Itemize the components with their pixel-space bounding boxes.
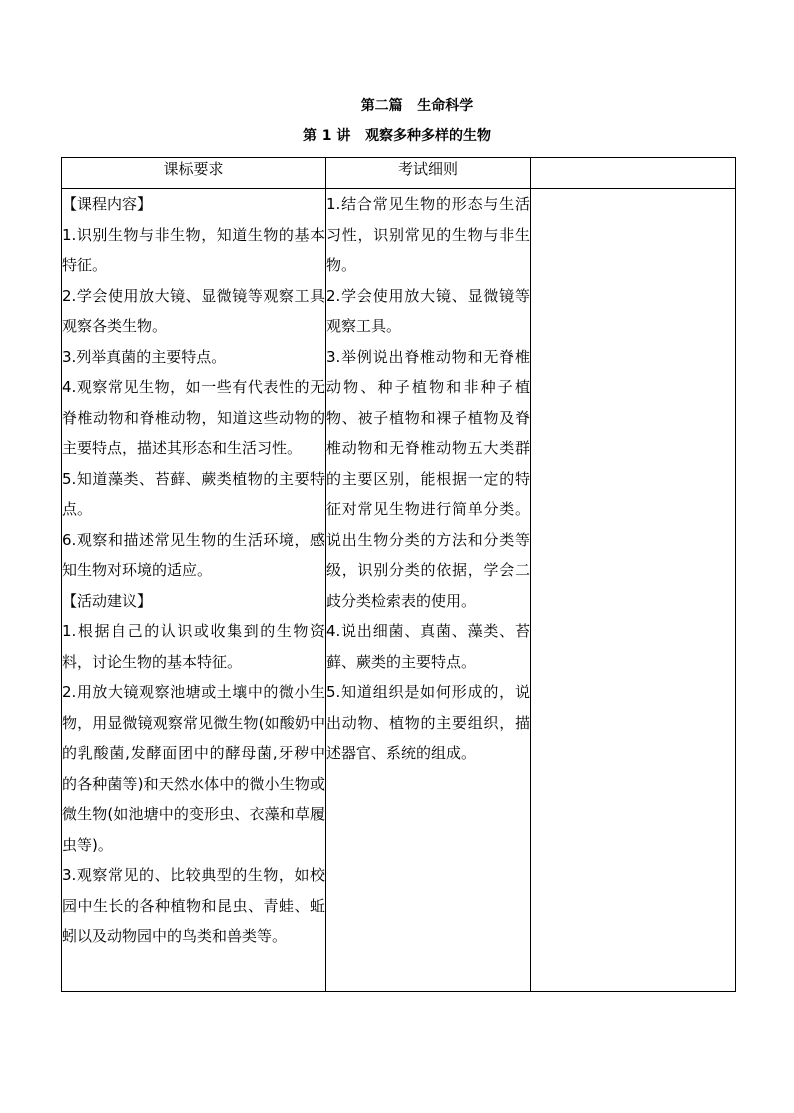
header-curriculum-requirements: 课标要求 (62, 158, 326, 189)
exam-item: 3.举例说出脊椎动物和无脊椎动物、种子植物和非种子植物、被子植物和裸子植物及脊椎动物和无脊椎动物五大类群的主要区别，能根据一定的特征对常见生物进行简单分类。说出生物分类的方法和分类等级，识别分类的依据，学会二歧分类检索表的使用。 (326, 347, 530, 610)
exam-item: 5.知道组织是如何形成的，说出动物、植物的主要组织，描述器官、系统的组成。 (326, 683, 530, 762)
exam-details-cell (326, 189, 531, 992)
header-exam-details: 考试细则 (326, 158, 531, 189)
header-blank (531, 158, 736, 189)
exam-item: 4.说出细菌、真菌、藻类、苔藓、蕨类的主要特点。 (326, 622, 530, 671)
table-header-row (62, 158, 736, 189)
exam-item: 2.学会使用放大镜、显微镜等观察工具。 (326, 286, 530, 335)
blank-cell (531, 189, 736, 992)
curriculum-item: 5.知道藻类、苔藓、蕨类植物的主要特点。 (62, 469, 325, 518)
exam-item: 1.结合常见生物的形态与生活习性，识别常见的生物与非生物。 (326, 195, 530, 274)
activity-item: 1.根据自己的认识或收集到的生物资料，讨论生物的基本特征。 (62, 622, 325, 671)
syllabus-table (61, 157, 736, 992)
lesson-heading: 第 1 讲 观察多种多样的生物 (302, 128, 492, 144)
curriculum-item: 1.识别生物与非生物，知道生物的基本特征。 (62, 225, 325, 274)
curriculum-item: 4.观察常见生物，如一些有代表性的无脊椎动物和脊椎动物，知道这些动物的主要特点，描述其形态和生活习性。 (62, 378, 325, 457)
curriculum-item: 2.学会使用放大镜、显微镜等观察工具观察各类生物。 (62, 286, 325, 335)
curriculum-cell (62, 189, 326, 992)
curriculum-item: 6.观察和描述常见生物的生活环境，感知生物对环境的适应。 (62, 530, 325, 579)
table-row (62, 189, 736, 992)
curriculum-item: 3.列举真菌的主要特点。 (62, 347, 227, 366)
section-label-activities: 【活动建议】 (62, 591, 153, 610)
activity-item: 3.观察常见的、比较典型的生物，如校园中生长的各种植物和昆虫、青蛙、蚯蚓以及动物园中的鸟类和兽类等。 (62, 866, 325, 945)
part-heading: 第二篇 生命科学 (360, 98, 474, 114)
section-label-content: 【课程内容】 (62, 195, 153, 213)
activity-item: 2.用放大镜观察池塘或土壤中的微小生物，用显微镜观察常见微生物(如酸奶中的乳酸菌,发酵面团中的酵母菌,牙秽中的各种菌等)和天然水体中的微小生物或微生物(如池塘中的变形虫、衣藻和草履虫等)。 (62, 683, 325, 854)
